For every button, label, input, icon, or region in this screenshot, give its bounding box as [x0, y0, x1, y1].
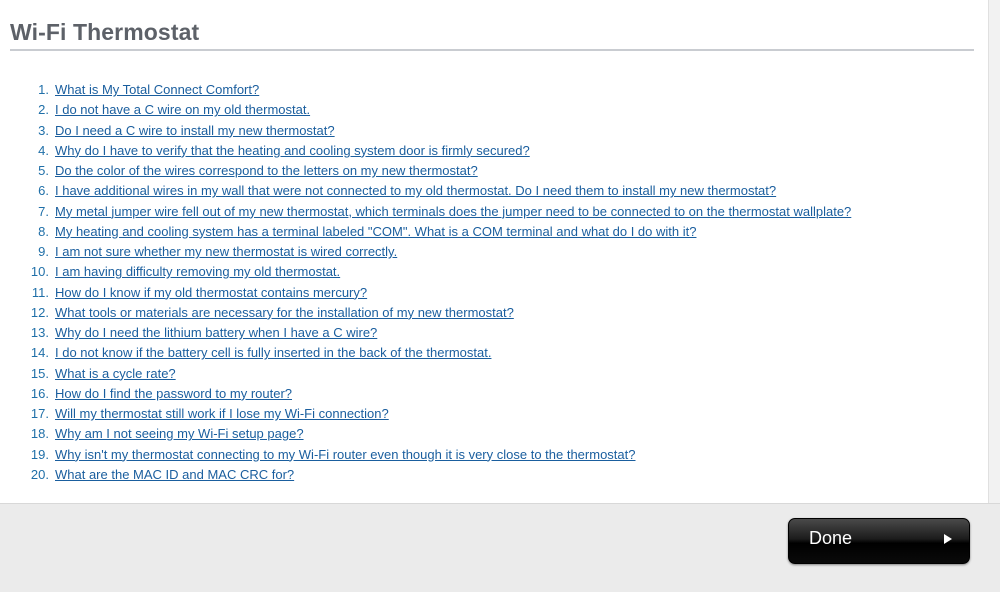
faq-number: 8. [38, 223, 49, 239]
faq-link[interactable]: What are the MAC ID and MAC CRC for? [55, 466, 295, 482]
faq-item [20, 141, 851, 161]
faq-list [20, 80, 851, 485]
faq-link[interactable]: What is a cycle rate? [55, 365, 176, 381]
faq-number: 5. [38, 163, 49, 178]
faq-link[interactable]: I do not have a C wire on my old thermostat. [55, 102, 311, 118]
faq-link[interactable]: I am having difficulty removing my old thermostat. [55, 264, 341, 280]
scrollbar-track[interactable] [988, 0, 1000, 503]
faq-item [20, 404, 851, 424]
faq-number: 18. [30, 426, 49, 442]
faq-item [20, 80, 851, 100]
faq-item [20, 181, 851, 201]
faq-number: 19. [30, 446, 49, 462]
page-title: Wi-Fi Thermostat [10, 19, 200, 45]
faq-item [20, 242, 851, 262]
faq-number: 17. [30, 406, 49, 421]
faq-item [20, 262, 851, 282]
faq-item [20, 343, 851, 363]
faq-item [20, 465, 851, 485]
faq-item [20, 100, 851, 120]
faq-link[interactable]: Do I need a C wire to install my new thermostat? [55, 122, 335, 138]
faq-item [20, 323, 851, 343]
faq-number: 20. [30, 466, 49, 482]
header [10, 16, 974, 51]
faq-item [20, 283, 851, 303]
faq-link[interactable]: I have additional wires in my wall that were not connected to my old thermostat. Do I need them to install my new thermostat? [55, 183, 777, 199]
play-arrow-icon [944, 534, 952, 544]
faq-number: 13. [30, 325, 49, 340]
faq-link[interactable]: Why am I not seeing my Wi-Fi setup page? [55, 426, 304, 442]
faq-link[interactable]: My metal jumper wire fell out of my new thermostat, which terminals does the jumper need to be connected to on the thermostat wallplate? [55, 203, 852, 219]
faq-item [20, 202, 851, 222]
faq-link[interactable]: I do not know if the battery cell is fully inserted in the back of the thermostat. [55, 345, 492, 361]
faq-item [20, 445, 851, 465]
faq-link[interactable]: I am not sure whether my new thermostat is wired correctly. [55, 244, 398, 259]
faq-number: 2. [38, 102, 49, 118]
faq-number: 4. [38, 142, 49, 158]
faq-number: 1. [38, 82, 49, 97]
done-button[interactable] [788, 518, 970, 564]
faq-number: 6. [38, 183, 49, 199]
faq-link[interactable]: How do I find the password to my router? [55, 385, 293, 401]
faq-number: 7. [38, 203, 49, 219]
faq-number: 16. [30, 385, 49, 401]
faq-link[interactable]: Do the color of the wires correspond to the letters on my new thermostat? [55, 163, 478, 178]
faq-number: 12. [30, 304, 49, 320]
faq-item [20, 222, 851, 242]
faq-link[interactable]: How do I know if my old thermostat contains mercury? [55, 284, 368, 300]
faq-number: 14. [30, 345, 49, 361]
faq-link[interactable]: My heating and cooling system has a terminal labeled "COM". What is a COM terminal and what do I do with it? [55, 223, 697, 239]
faq-item [20, 161, 851, 181]
faq-item [20, 384, 851, 404]
faq-number: 11. [31, 284, 49, 300]
faq-link[interactable]: Why isn't my thermostat connecting to my Wi-Fi router even though it is very close to the thermostat? [55, 446, 636, 462]
faq-item [20, 364, 851, 384]
faq-link[interactable]: What is My Total Connect Comfort? [55, 82, 260, 97]
done-button-label: Done [809, 528, 853, 548]
faq-number: 3. [38, 122, 49, 138]
faq-link[interactable]: Why do I need the lithium battery when I have a C wire? [55, 325, 378, 340]
faq-number: 9. [38, 244, 49, 259]
faq-item [20, 121, 851, 141]
faq-link[interactable]: Will my thermostat still work if I lose my Wi-Fi connection? [55, 406, 389, 421]
faq-link[interactable]: Why do I have to verify that the heating and cooling system door is firmly secured? [55, 142, 530, 158]
faq-link[interactable]: What tools or materials are necessary for the installation of my new thermostat? [55, 304, 514, 320]
faq-item [20, 424, 851, 444]
faq-number: 10. [30, 264, 49, 280]
faq-number: 15. [30, 365, 49, 381]
faq-item [20, 303, 851, 323]
